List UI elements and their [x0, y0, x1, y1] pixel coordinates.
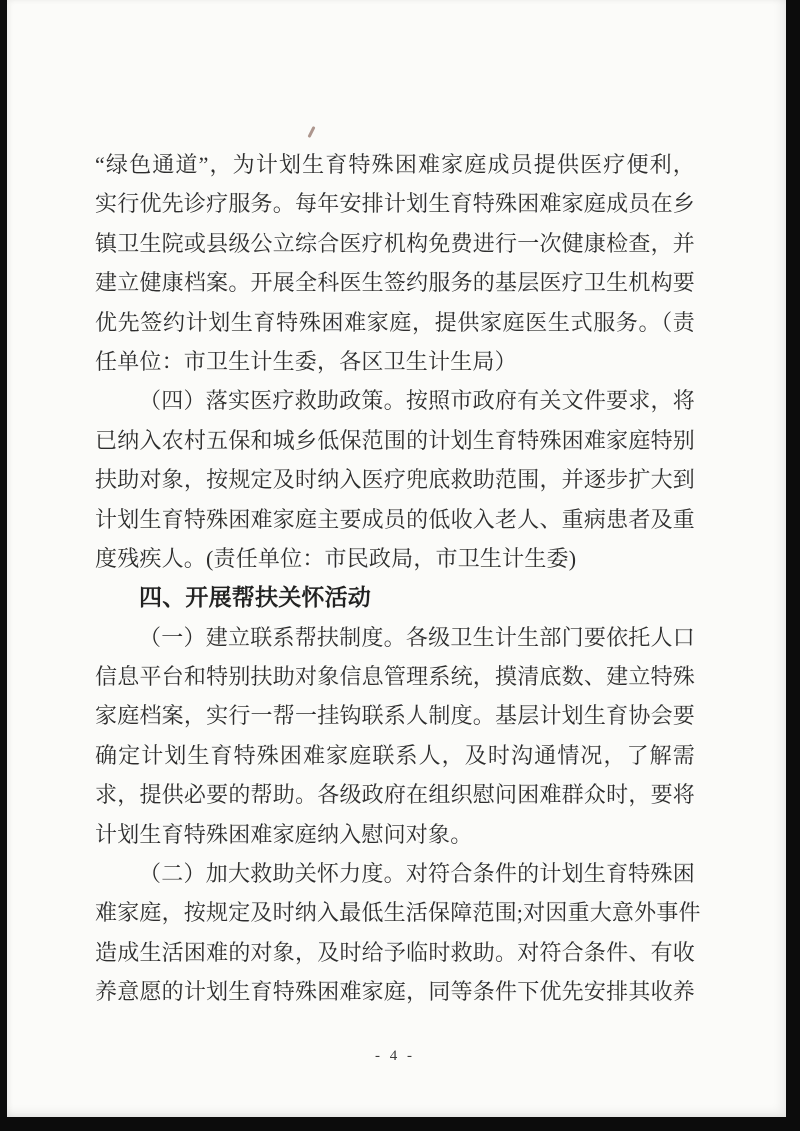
text-line: 建立健康档案。开展全科医生签约服务的基层医疗卫生机构要 [95, 270, 695, 296]
document-page [7, 0, 786, 1117]
text-line: 养意愿的计划生育特殊困难家庭，同等条件下优先安排其收养 [95, 979, 695, 1005]
text-line: 任单位：市卫生计生委，各区卫生计生局） [95, 348, 517, 374]
page-number: - 4 - [375, 1047, 415, 1064]
section-heading: 四、开展帮扶关怀活动 [139, 584, 371, 611]
text-line: 求，提供必要的帮助。各级政府在组织慰问困难群众时，要将 [95, 782, 695, 808]
text-line: 信息平台和特别扶助对象信息管理系统，摸清底数、建立特殊 [95, 664, 695, 690]
text-line: 家庭档案，实行一帮一挂钩联系人制度。基层计划生育协会要 [95, 703, 695, 729]
text-line: 度残疾人。(责任单位：市民政局，市卫生计生委) [95, 545, 577, 571]
ink-mark [307, 126, 315, 138]
text-line: 优先签约计划生育特殊困难家庭，提供家庭医生式服务。（责 [95, 309, 695, 335]
text-line: （四）落实医疗救助政策。按照市政府有关文件要求，将 [139, 388, 695, 414]
scan-frame-right [786, 0, 800, 1131]
text-line: “绿色通道”，为计划生育特殊困难家庭成员提供医疗便利， [95, 152, 695, 177]
text-line: 造成生活困难的对象，及时给予临时救助。对符合条件、有收 [95, 939, 695, 965]
text-line: 镇卫生院或县级公立综合医疗机构免费进行一次健康检查，并 [95, 230, 695, 256]
text-line: 计划生育特殊困难家庭纳入慰问对象。 [95, 821, 473, 847]
text-line: 已纳入农村五保和城乡低保范围的计划生育特殊困难家庭特别 [95, 427, 695, 453]
scan-frame-bottom [0, 1117, 800, 1131]
text-line: 难家庭，按规定及时纳入最低生活保障范围;对因重大意外事件 [95, 900, 701, 926]
text-line: （二）加大救助关怀力度。对符合条件的计划生育特殊困 [139, 861, 695, 887]
body-text [95, 145, 701, 1012]
text-line: 计划生育特殊困难家庭主要成员的低收入老人、重病患者及重 [95, 506, 695, 532]
text-line: （一）建立联系帮扶制度。各级卫生计生部门要依托人口 [139, 624, 695, 650]
text-line: 确定计划生育特殊困难家庭联系人，及时沟通情况，了解需 [95, 742, 695, 768]
text-block [95, 145, 701, 1065]
text-line: 扶助对象，按规定及时纳入医疗兜底救助范围，并逐步扩大到 [95, 467, 695, 493]
scan-frame-left [0, 0, 7, 1131]
text-line: 实行优先诊疗服务。每年安排计划生育特殊困难家庭成员在乡 [95, 191, 695, 217]
